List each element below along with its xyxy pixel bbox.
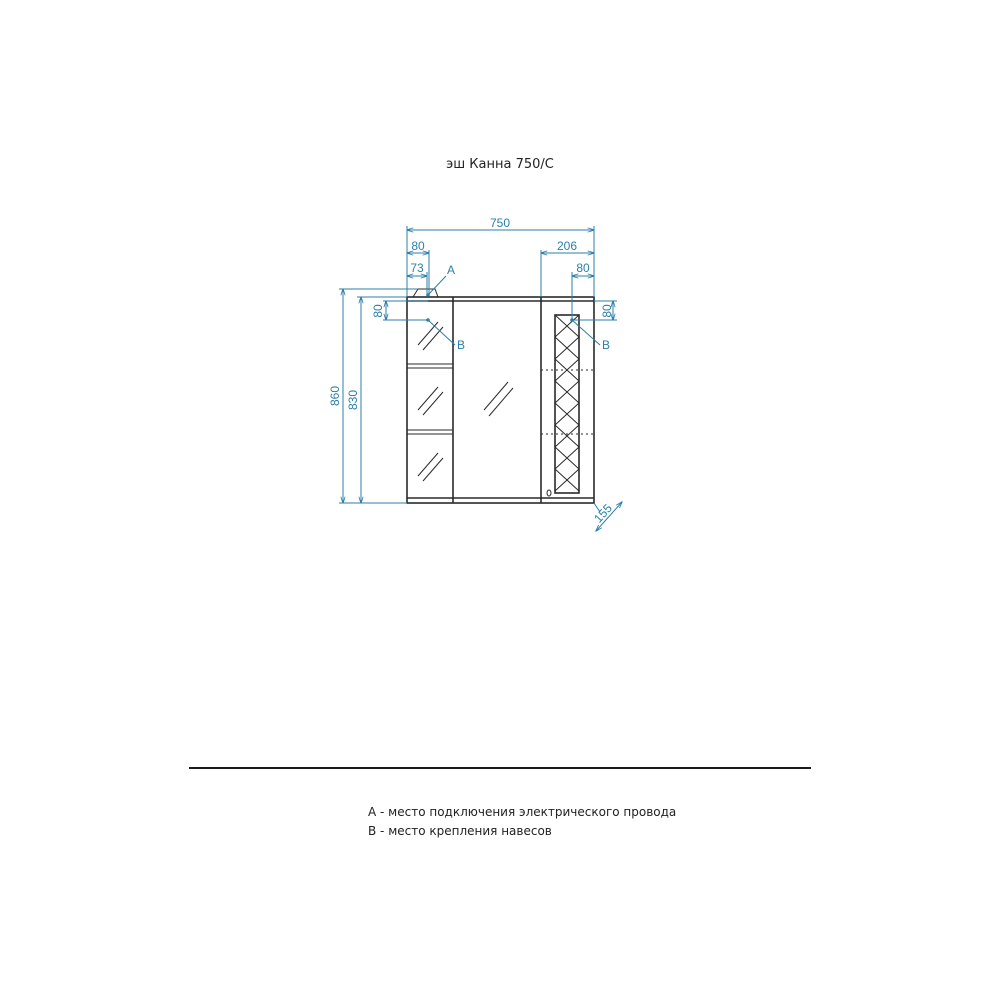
dim-label-right-vertical-80: 80 bbox=[600, 304, 614, 318]
marker-b-left-label: B bbox=[457, 338, 466, 352]
glass-reflection-marks bbox=[418, 322, 513, 481]
marker-b-right bbox=[570, 318, 610, 352]
marker-a-label: A bbox=[447, 263, 456, 277]
dimension-830 bbox=[346, 297, 407, 503]
legend-divider bbox=[189, 767, 811, 769]
dim-label-860: 860 bbox=[328, 385, 342, 407]
dim-label-right-80: 80 bbox=[576, 261, 590, 275]
dim-label-155: 155 bbox=[591, 501, 615, 526]
marker-b-left bbox=[426, 318, 465, 352]
dimension-750 bbox=[407, 216, 594, 297]
cabinet-body bbox=[407, 289, 594, 503]
dimension-860 bbox=[328, 289, 418, 503]
dim-label-206: 206 bbox=[556, 239, 578, 253]
dim-label-left-80: 80 bbox=[411, 239, 425, 253]
marker-a bbox=[426, 263, 455, 297]
legend-line-a: А - место подключения электрического провода bbox=[368, 805, 677, 819]
legend bbox=[368, 803, 676, 841]
dimension-right-80 bbox=[572, 261, 594, 320]
dimension-left-vertical-80 bbox=[371, 301, 428, 320]
drawing-title: эш Канна 750/С bbox=[446, 157, 554, 172]
dimension-155 bbox=[591, 501, 622, 531]
dim-label-830: 830 bbox=[346, 389, 360, 411]
marker-b-right-label: B bbox=[602, 338, 611, 352]
dim-label-left-vertical-80: 80 bbox=[371, 304, 385, 318]
right-door-diamond-pattern bbox=[541, 315, 594, 496]
dim-label-left-73: 73 bbox=[410, 261, 424, 275]
legend-line-b: В - место крепления навесов bbox=[368, 824, 552, 838]
dim-label-750: 750 bbox=[489, 216, 511, 230]
